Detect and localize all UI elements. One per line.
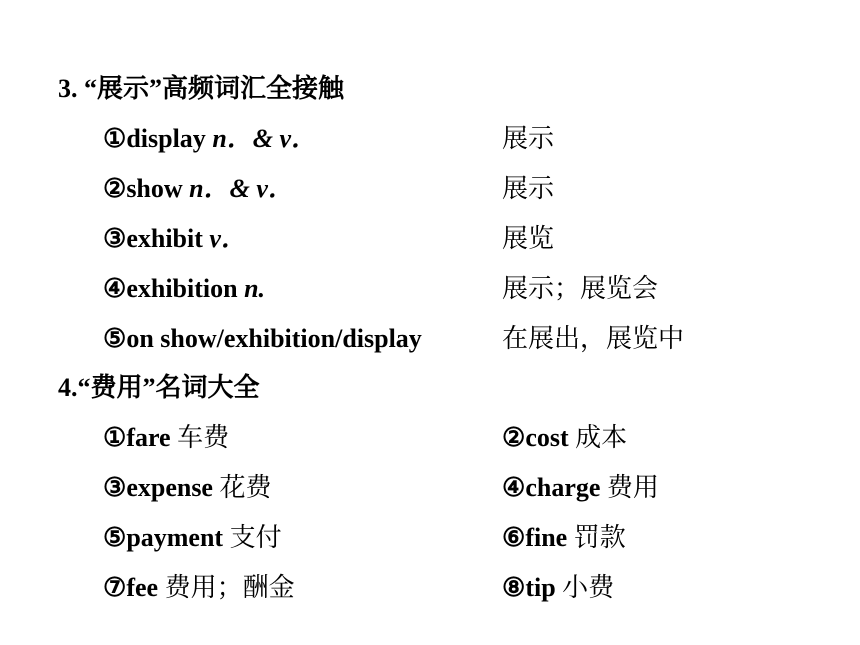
item-number: ⑤: [103, 324, 127, 353]
item-meaning: 车费: [177, 423, 230, 452]
item-word: fee: [126, 573, 159, 602]
item-meaning: 成本: [575, 423, 628, 452]
vocab-item-exhibit: [103, 221, 247, 257]
item-number: ⑥: [502, 523, 526, 552]
section3-heading: 3. “展示”高频词汇全接触: [58, 74, 345, 103]
item-word: on show/exhibition/display: [126, 324, 422, 353]
item-meaning: 花费: [219, 473, 272, 502]
vocab-item-fee: [103, 570, 295, 606]
item-word: show: [126, 174, 183, 203]
item-word: fine: [525, 523, 568, 552]
item-word: tip: [525, 573, 556, 602]
item-number: ②: [103, 174, 127, 203]
item-number: ⑤: [103, 523, 127, 552]
vocab-item-cost: [502, 420, 627, 456]
vocab-item-tip: [502, 570, 614, 606]
meaning-display: 展示: [502, 124, 555, 153]
item-pos: n.: [244, 274, 266, 303]
item-meaning: 支付: [229, 523, 282, 552]
item-number: ③: [103, 224, 127, 253]
item-word: fare: [126, 423, 171, 452]
item-meaning: 费用: [606, 473, 659, 502]
item-meaning: 罚款: [573, 523, 626, 552]
item-number: ④: [502, 473, 526, 502]
item-word: expense: [126, 473, 213, 502]
vocab-item-display: [103, 121, 317, 157]
item-word: exhibit: [126, 224, 203, 253]
item-number: ⑧: [502, 573, 526, 602]
vocab-item-fare: [103, 420, 229, 456]
vocab-item-payment: [103, 520, 282, 556]
item-number: ②: [502, 423, 526, 452]
meaning-on-show: 在展出，展览中: [502, 324, 685, 353]
item-pos: n．& v．: [212, 124, 318, 153]
item-number: ①: [103, 124, 127, 153]
item-word: display: [126, 124, 206, 153]
item-word: charge: [525, 473, 601, 502]
meaning-exhibit: 展览: [502, 224, 555, 253]
vocab-item-show: [103, 171, 294, 207]
item-pos: n．& v．: [189, 174, 294, 203]
item-number: ④: [103, 274, 127, 303]
item-number: ③: [103, 473, 127, 502]
item-word: exhibition: [126, 274, 238, 303]
item-meaning: 费用；酬金: [164, 573, 295, 602]
item-word: payment: [126, 523, 224, 552]
vocab-item-on-show: [103, 321, 422, 357]
item-word: cost: [525, 423, 569, 452]
item-pos: v．: [209, 224, 247, 253]
section4-heading: 4.“费用”名词大全: [58, 373, 260, 402]
vocab-item-exhibition: [103, 271, 265, 307]
vocab-item-charge: [502, 470, 659, 506]
meaning-show: 展示: [502, 174, 555, 203]
vocab-item-expense: [103, 470, 272, 506]
item-meaning: 小费: [562, 573, 615, 602]
item-number: ⑦: [103, 573, 127, 602]
vocab-item-fine: [502, 520, 626, 556]
meaning-exhibition: 展示；展览会: [502, 274, 659, 303]
item-number: ①: [103, 423, 127, 452]
